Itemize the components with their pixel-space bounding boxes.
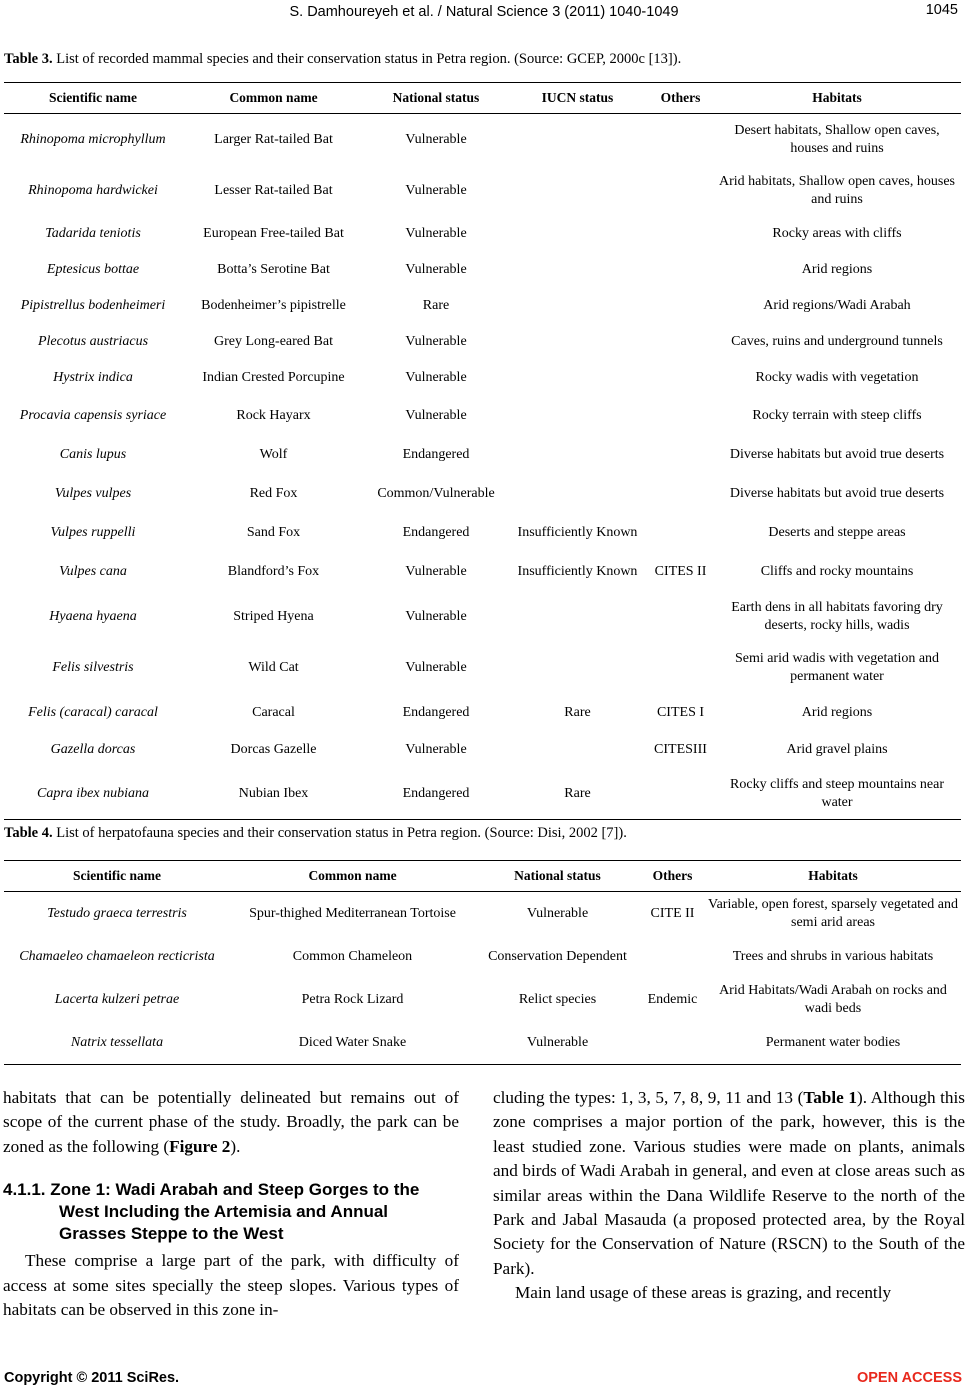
common-name: Caracal	[252, 704, 295, 720]
national-status: Vulnerable	[405, 608, 467, 624]
habitats: Deserts and steppe areas	[768, 524, 906, 540]
national-status: Vulnerable	[405, 742, 467, 757]
iucn-status	[507, 396, 648, 435]
iucn-status	[507, 216, 648, 252]
common-name: Sand Fox	[246, 524, 301, 540]
national-status: Endangered	[402, 704, 470, 720]
table-row	[4, 360, 961, 396]
others	[640, 1022, 705, 1065]
paragraph-text: habitats that can be potentially delineated but remains out of scope of the current phase of the study. Broadly, the park can be zoned as the following (	[3, 1088, 459, 1156]
table3-caption-label: Table 3.	[4, 51, 53, 67]
table-row	[4, 1022, 961, 1065]
column-header: IUCN status	[507, 83, 648, 114]
common-name: Indian Crested Porcupine	[202, 370, 345, 385]
common-name: Red Fox	[249, 485, 298, 501]
others	[648, 360, 713, 396]
others: CITES II	[654, 563, 707, 579]
table-row	[4, 114, 961, 166]
table3	[4, 82, 961, 820]
table-row	[4, 591, 961, 642]
scientific-name: Eptesicus bottae	[46, 262, 140, 277]
common-name: Larger Rat-tailed Bat	[214, 131, 333, 147]
paragraph	[3, 1086, 459, 1159]
scientific-name: Procavia capensis syriace	[19, 407, 167, 423]
habitats: Diverse habitats but avoid true deserts	[729, 485, 945, 501]
common-name: Blandford’s Fox	[227, 563, 320, 579]
habitats: Rocky cliffs and steep mountains near water	[713, 768, 961, 820]
scientific-name: Vulpes cana	[59, 563, 127, 579]
table-row	[4, 474, 961, 513]
habitats: Cliffs and rocky mountains	[760, 563, 914, 579]
national-status: Vulnerable	[475, 1022, 640, 1065]
paragraph-text: cluding the types: 1, 3, 5, 7, 8, 9, 11 and 13 (	[493, 1088, 804, 1107]
common-name: Botta’s Serotine Bat	[217, 262, 330, 277]
iucn-status	[507, 252, 648, 288]
table-row	[4, 216, 961, 252]
section-number: 4.1.1.	[3, 1180, 46, 1200]
column-header: Habitats	[705, 861, 961, 892]
others: CITES I	[656, 704, 705, 720]
others	[648, 324, 713, 360]
scientific-name: Gazella dorcas	[50, 742, 136, 757]
national-status: Common/Vulnerable	[377, 485, 495, 501]
habitats: Rocky terrain with steep cliffs	[752, 407, 922, 423]
habitats: Arid regions	[801, 704, 873, 720]
scientific-name: Vulpes vulpes	[54, 485, 132, 501]
habitats: Earth dens in all habitats favoring dry deserts, rocky hills, wadis	[731, 599, 943, 633]
iucn-status: Insufficiently Known	[517, 524, 638, 540]
iucn-status	[507, 732, 648, 768]
common-name: Nubian Ibex	[182, 768, 365, 820]
table-row	[4, 324, 961, 360]
scientific-name: Chamaeleo chamaeleon recticrista	[19, 949, 215, 964]
habitats: Diverse habitats but avoid true deserts	[729, 446, 945, 462]
table-row	[4, 892, 961, 937]
others: Endemic	[647, 992, 698, 1007]
others	[648, 768, 713, 820]
scientific-name: Felis silvestris	[52, 659, 134, 675]
habitats: Variable, open forest, sparsely vegetated and semi arid areas	[708, 897, 958, 930]
scientific-name: Capra ibex nubiana	[4, 768, 182, 820]
habitats: Arid habitats, Shallow open caves, houses and ruins	[718, 173, 955, 207]
copyright-notice: Copyright © 2011 SciRes.	[4, 1370, 180, 1386]
scientific-name: Tadarida teniotis	[45, 226, 141, 241]
scientific-name: Rhinopoma microphyllum	[20, 131, 166, 147]
left-column	[3, 1086, 459, 1322]
section-heading	[3, 1179, 459, 1245]
iucn-status	[507, 591, 648, 642]
iucn-status	[507, 288, 648, 324]
common-name: Petra Rock Lizard	[301, 992, 404, 1007]
table-row	[4, 936, 961, 978]
table-row	[4, 768, 961, 820]
table-row	[4, 396, 961, 435]
table3-caption-text: List of recorded mammal species and their conservation status in Petra region. (Source: GCEP, 2000c [13]).	[56, 51, 682, 67]
scientific-name: Lacerta kulzeri petrae	[54, 992, 180, 1007]
national-status: Endangered	[365, 768, 507, 820]
column-header: Scientific name	[4, 861, 230, 892]
page-header	[0, 0, 968, 24]
habitats: Permanent water bodies	[705, 1022, 961, 1065]
national-status: Vulnerable	[405, 563, 467, 579]
others	[648, 288, 713, 324]
others	[648, 252, 713, 288]
iucn-status	[507, 165, 648, 216]
habitats: Arid regions	[801, 262, 873, 277]
others	[648, 474, 713, 513]
national-status: Rare	[422, 298, 450, 313]
table-row	[4, 978, 961, 1022]
national-status: Vulnerable	[405, 182, 467, 198]
iucn-status	[507, 324, 648, 360]
column-header: National status	[365, 83, 507, 114]
page-number: 1045	[925, 2, 958, 18]
table-row	[4, 252, 961, 288]
iucn-status: Insufficiently Known	[517, 563, 638, 579]
others: CITESIII	[654, 742, 707, 757]
table4-caption	[4, 825, 959, 842]
running-head: S. Damhoureyeh et al. / Natural Science 3 (2011) 1040-1049	[289, 4, 679, 20]
others	[640, 936, 705, 978]
table-row	[4, 642, 961, 693]
common-name: Wolf	[259, 446, 288, 462]
others	[648, 114, 713, 166]
habitats: Arid regions/Wadi Arabah	[763, 298, 911, 313]
others	[648, 513, 713, 552]
table-row	[4, 732, 961, 768]
national-status: Vulnerable	[405, 226, 467, 241]
others: CITE II	[650, 906, 695, 921]
column-header: Common name	[230, 861, 475, 892]
common-name: Common Chameleon	[292, 949, 413, 964]
iucn-status	[507, 360, 648, 396]
scientific-name: Testudo graeca terrestris	[47, 906, 187, 921]
column-header: Habitats	[713, 83, 961, 114]
column-header: Common name	[182, 83, 365, 114]
national-status: Relict species	[518, 992, 597, 1007]
scientific-name: Vulpes ruppelli	[50, 524, 136, 540]
national-status: Vulnerable	[405, 131, 467, 147]
scientific-name: Hystrix indica	[53, 370, 133, 385]
column-header: Scientific name	[4, 83, 182, 114]
others	[648, 642, 713, 693]
figure-reference[interactable]: Figure 2	[169, 1136, 231, 1156]
common-name: Striped Hyena	[233, 608, 314, 624]
common-name: Rock Hayarx	[236, 407, 311, 423]
table4-header-row	[4, 861, 961, 892]
table-row	[4, 513, 961, 552]
common-name: Bodenheimer’s pipistrelle	[201, 298, 346, 313]
habitats: Arid gravel plains	[786, 742, 888, 757]
others	[648, 591, 713, 642]
habitats: Trees and shrubs in various habitats	[732, 949, 934, 964]
others	[648, 165, 713, 216]
iucn-status	[507, 435, 648, 474]
national-status: Vulnerable	[405, 262, 467, 277]
habitats: Semi arid wadis with vegetation and permanent water	[734, 650, 940, 684]
iucn-status	[507, 642, 648, 693]
others	[648, 435, 713, 474]
paragraph	[493, 1086, 965, 1281]
open-access-label: OPEN ACCESS	[856, 1370, 962, 1386]
national-status: Endangered	[402, 446, 470, 462]
others	[648, 396, 713, 435]
scientific-name: Plecotus austriacus	[37, 334, 149, 349]
table-row	[4, 435, 961, 474]
national-status: Endangered	[402, 524, 470, 540]
table-reference[interactable]: Table 1	[803, 1088, 857, 1107]
paragraph: Main land usage of these areas is grazing, and recently	[515, 1283, 892, 1303]
common-name: Spur-thighed Mediterranean Tortoise	[249, 906, 456, 921]
table-row	[4, 693, 961, 732]
national-status: Conservation Dependent	[488, 949, 627, 964]
habitats: Rocky areas with cliffs	[772, 226, 902, 241]
table-row	[4, 552, 961, 591]
table-row	[4, 288, 961, 324]
national-status: Vulnerable	[405, 407, 467, 423]
section-title: Zone 1: Wadi Arabah and Steep Gorges to the West Including the Artemisia and Annual Grasses Steppe to the West	[50, 1180, 420, 1244]
table3-header-row	[4, 83, 961, 114]
iucn-status	[507, 474, 648, 513]
column-header: Others	[648, 83, 713, 114]
common-name: Dorcas Gazelle	[230, 742, 317, 757]
iucn-status	[507, 114, 648, 166]
habitats: Desert habitats, Shallow open caves, houses and ruins	[734, 122, 940, 156]
habitats: Rocky wadis with vegetation	[755, 370, 919, 385]
right-column	[493, 1086, 965, 1306]
common-name: Diced Water Snake	[230, 1022, 475, 1065]
iucn-status: Rare	[507, 768, 648, 820]
table4-caption-label: Table 4.	[4, 825, 53, 841]
common-name: Lesser Rat-tailed Bat	[214, 182, 333, 198]
others	[648, 216, 713, 252]
column-header: Others	[640, 861, 705, 892]
national-status: Vulnerable	[405, 659, 467, 675]
scientific-name: Natrix tessellata	[4, 1022, 230, 1065]
habitats: Arid Habitats/Wadi Arabah on rocks and wadi beds	[719, 983, 947, 1016]
column-header: National status	[475, 861, 640, 892]
paragraph-text: ).	[230, 1136, 241, 1156]
national-status: Vulnerable	[405, 370, 467, 385]
common-name: Wild Cat	[248, 659, 299, 675]
scientific-name: Pipistrellus bodenheimeri	[20, 298, 166, 313]
scientific-name: Canis lupus	[59, 446, 127, 462]
table-row	[4, 165, 961, 216]
scientific-name: Felis (caracal) caracal	[28, 704, 158, 720]
table4	[4, 860, 961, 1065]
table4-caption-text: List of herpatofauna species and their conservation status in Petra region. (Source: Disi, 2002 [7]).	[56, 825, 627, 841]
common-name: Grey Long-eared Bat	[214, 334, 333, 349]
table3-caption	[4, 51, 959, 68]
paragraph-text: ). Although this zone comprises a major portion of the park, however, this is the least studied zone. Various studies were made on plants, animals and birds of Wadi Arabah in general, and even at close areas such as similar areas within the Dana Wildlife Reserve to the north of the Park and Jabal Masauda (a proposed protected area, by the Royal Society for the Conservation of Nature (RSCN) to the South of the Park).	[493, 1088, 965, 1278]
habitats: Caves, ruins and underground tunnels	[731, 334, 943, 349]
scientific-name: Hyaena hyaena	[49, 608, 137, 624]
common-name: European Free-tailed Bat	[203, 226, 344, 241]
iucn-status: Rare	[564, 704, 591, 720]
paragraph: These comprise a large part of the park, with difficulty of access at some sites specially the steep slopes. Various types of habitats can be observed in this zone in-	[3, 1251, 459, 1320]
national-status: Vulnerable	[405, 334, 467, 349]
national-status: Vulnerable	[526, 906, 589, 921]
scientific-name: Rhinopoma hardwickei	[28, 182, 158, 198]
